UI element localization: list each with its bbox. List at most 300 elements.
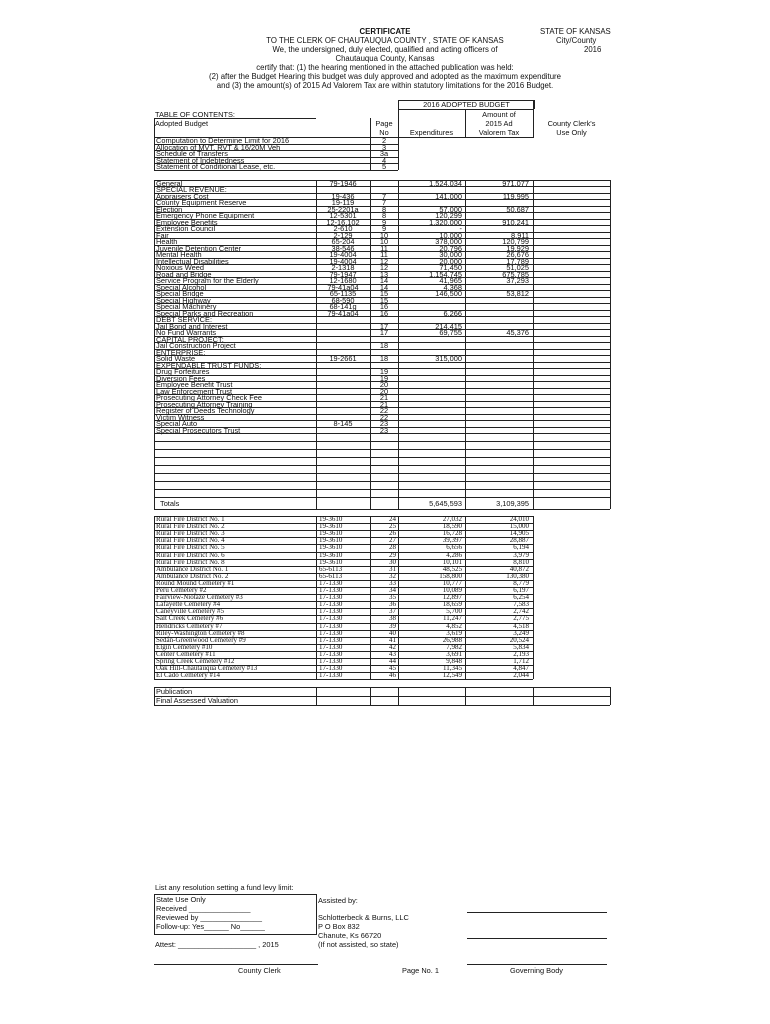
district-row-name: Rural Fire District No. 2	[156, 522, 225, 531]
signature-line-1[interactable]	[467, 912, 607, 913]
fund-row-page: 22	[379, 412, 389, 422]
district-row-page: 42	[389, 642, 396, 651]
district-row-page: 35	[389, 593, 396, 602]
column-divider	[533, 100, 534, 138]
county-clerk-signature-line[interactable]	[154, 964, 318, 965]
fund-row-tax: 45,376	[506, 328, 529, 337]
district-row-page: 38	[389, 614, 396, 623]
district-row-tax: 5,834	[513, 642, 529, 651]
district-row-statute: 17-1330	[319, 657, 343, 665]
fund-row-expenditures: 214,415	[435, 321, 462, 331]
district-row-name: Fairview-Niotaze Cemetery #3	[156, 593, 243, 602]
fund-row-page: 18	[379, 354, 389, 363]
column-divider	[398, 137, 399, 170]
fund-row-statute: 12-1680	[329, 276, 357, 285]
blank-row-line	[154, 457, 610, 458]
fund-row-tax: 26,676	[506, 250, 529, 259]
district-row-tax: 8,810	[513, 557, 529, 566]
fund-row-name: Service Program for the Elderly	[156, 276, 259, 285]
district-row-expenditures: 3,619	[446, 628, 462, 637]
firm-address-1: P O Box 832	[318, 922, 360, 931]
district-row-statute: 17-1330	[319, 586, 343, 594]
district-row-expenditures: 12,897	[442, 593, 462, 602]
fund-row-page: 14	[379, 282, 389, 292]
column-divider	[154, 687, 155, 705]
blank-row-line	[154, 497, 610, 498]
district-row-page: 30	[389, 557, 396, 566]
district-row-tax: 2,193	[513, 649, 529, 658]
blank-row-line	[154, 449, 610, 450]
district-row-page: 32	[389, 571, 396, 580]
fund-row-name: Special Prosecutors Trust	[156, 425, 241, 435]
district-row-statute: 19-3610	[319, 550, 343, 559]
fund-row-name: Prosecuting Attorney Training	[156, 399, 253, 409]
fund-row-page: 20	[379, 386, 389, 396]
fund-row-expenditures: 30,000	[439, 250, 462, 259]
blank-row-line	[154, 441, 610, 442]
district-row-tax: 1,712	[513, 657, 529, 665]
fund-row-name: Drug Forfeitures	[156, 367, 210, 376]
fund-row-tax: 19,929	[506, 243, 529, 253]
district-row-page: 39	[389, 621, 396, 630]
fund-row-statute: 19-4004	[329, 256, 357, 266]
district-row-page: 33	[389, 578, 396, 587]
assisted-by-label: Assisted by:	[318, 896, 358, 905]
district-row-expenditures: 10,101	[442, 557, 462, 566]
reviewed-field[interactable]: Reviewed by _______________	[156, 913, 263, 922]
district-row-statute: 17-1330	[319, 628, 343, 637]
fund-row-page: 17	[379, 321, 389, 331]
district-row-expenditures: 9,848	[446, 657, 462, 665]
district-row-statute: 17-1330	[319, 649, 343, 658]
followup-field[interactable]: Follow-up: Yes______ No______	[156, 922, 265, 931]
toc-row-page: 4	[381, 155, 387, 165]
fund-row-name: Jail Construction Project	[156, 341, 236, 350]
district-row-page: 44	[389, 657, 396, 665]
fund-row-page: 21	[379, 393, 389, 402]
district-row-tax: 3,249	[513, 628, 529, 637]
toc-row-page: 5	[381, 162, 387, 171]
blank-row-line	[154, 465, 610, 466]
fund-row-name: Special Alcohol	[156, 282, 207, 292]
toc-row-page: 3a	[379, 149, 389, 158]
district-row-expenditures: 16,728	[442, 529, 462, 538]
fund-row-name: Employee Benefits	[156, 217, 218, 227]
fund-row-name: No Fund Warrants	[156, 328, 217, 337]
district-row-expenditures: 27,032	[442, 515, 462, 523]
district-row-expenditures: 39,397	[442, 536, 462, 545]
fund-row-name: Mental Health	[156, 250, 202, 259]
attest-field[interactable]: Attest: ___________________ , 2015	[155, 940, 279, 949]
fund-row-page: 8	[381, 211, 387, 220]
district-row-statute: 17-1330	[319, 600, 343, 609]
fund-row-page: 16	[379, 302, 389, 311]
district-row-expenditures: 11,345	[443, 664, 462, 673]
adopted-budget-box-top	[154, 118, 316, 119]
column-divider	[533, 516, 534, 679]
fund-row-line	[154, 433, 610, 434]
district-row-page: 28	[389, 543, 396, 552]
fund-row-expenditures: 20,000	[439, 256, 462, 266]
column-divider	[370, 687, 371, 705]
fund-row-page: 7	[381, 198, 387, 207]
totals-label: Totals	[160, 499, 180, 508]
fund-row-page: 12	[379, 263, 389, 272]
fund-row-name: Prosecuting Attorney Check Fee	[156, 393, 262, 402]
fund-row-page: 9	[381, 217, 387, 227]
district-row-tax: 15,000	[509, 522, 529, 531]
fund-row-page: 20	[379, 380, 389, 389]
fund-row-expenditures: 71,450	[439, 263, 462, 272]
fund-row-name: County Equipment Reserve	[156, 198, 247, 207]
fund-row-expenditures: 120,299	[435, 211, 462, 220]
governing-body-label: Governing Body	[510, 966, 563, 975]
signature-line-2[interactable]	[467, 938, 607, 939]
fund-row-name: Employee Benefit Trust	[156, 380, 233, 389]
fund-row-statute: 79-41a04	[327, 308, 359, 318]
fund-row-statute: 65-204	[331, 237, 355, 246]
fund-row-page: 19	[379, 367, 389, 376]
resolution-label: List any resolution setting a fund levy limit:	[155, 883, 294, 892]
column-divider	[465, 687, 466, 705]
fund-row-page: 18	[379, 341, 389, 350]
column-divider	[465, 180, 466, 510]
district-row-statute: 19-3610	[319, 529, 343, 538]
district-row-name: Salt Creek Cemetery #6	[156, 614, 224, 623]
district-row-page: 36	[389, 600, 396, 609]
fund-row-name: Jail Bond and Interest	[156, 321, 228, 331]
page-number: Page No. 1	[402, 966, 439, 975]
district-row-statute: 17-1330	[319, 664, 343, 673]
toc-row-name: Statement of Conditional Lease, etc.	[156, 162, 276, 171]
district-row-statute: 19-3610	[319, 536, 343, 545]
header-line-4: certify that: (1) the hearing mentioned in the attached publication was held:	[256, 63, 514, 72]
fund-row-page: 11	[380, 243, 388, 253]
fund-row-page: 10	[379, 230, 389, 240]
blank-row-line	[154, 473, 610, 474]
county-clerk-label: County Clerk	[238, 966, 281, 975]
fund-row-name: ENTERPRISE:	[156, 347, 206, 357]
district-row-tax: 8,779	[513, 578, 529, 587]
district-row-tax: 2,775	[513, 614, 529, 623]
fund-row-expenditures: 10,000	[439, 230, 462, 240]
final-valuation-label: Final Assessed Valuation	[156, 696, 239, 706]
fund-row-statute: 79-1947	[329, 269, 357, 279]
amount-header-tax: Valorem Tax	[478, 128, 520, 137]
district-row-name: Rural Fire District No. 8	[156, 557, 225, 566]
fund-row-statute: 68-590	[331, 295, 355, 305]
firm-address-2: Chanute, Ks 66720	[318, 931, 382, 940]
header-line-6: and (3) the amount(s) of 2015 Ad Valorem Tax are within statutory limitations for the 2016 Budget.	[216, 81, 554, 90]
district-row-name: Round Mound Cemetery #1	[156, 578, 235, 587]
fund-row-name: EXPENDABLE TRUST FUNDS:	[156, 360, 262, 370]
district-row-name: Lafayette Cemetery #4	[156, 600, 221, 609]
district-row-expenditures: 12,549	[442, 671, 462, 680]
fund-row-statute: 25-2201a	[327, 204, 359, 214]
fund-row-tax: 51,025	[506, 263, 529, 272]
fund-row-name: Noxious Weed	[156, 263, 204, 272]
district-row-page: 40	[389, 628, 396, 637]
column-divider	[533, 180, 534, 510]
fund-row-expenditures: 315,000	[435, 354, 462, 363]
district-row-expenditures: 48,525	[442, 564, 462, 573]
fund-row-name: Special Bridge	[156, 289, 204, 298]
fund-row-page: 16	[379, 308, 389, 318]
district-row-name: Caneyville Cemetery #5	[156, 607, 225, 616]
fund-row-statute: 19-2661	[329, 354, 357, 363]
fund-row-tax: 910,241	[502, 217, 529, 227]
district-row-statute: 19-3610	[319, 522, 343, 531]
district-row-expenditures: 4,852	[446, 621, 462, 630]
fund-row-statute: 2-1318	[331, 263, 355, 272]
fund-row-name: Road and Bridge	[156, 269, 212, 279]
fund-row-expenditures: 6,266	[443, 308, 462, 318]
district-row-tax: 4,518	[513, 621, 529, 630]
fund-row-page: 23	[379, 419, 389, 428]
district-row-page: 46	[389, 671, 396, 680]
fund-row-name: Register of Deeds Technology	[156, 406, 255, 415]
fund-row-name: Diversion Fees	[156, 373, 206, 383]
fund-row-tax: 119,995	[502, 191, 529, 201]
district-row-tax: 2,044	[513, 671, 529, 680]
header-line-3: Chautauqua County, Kansas	[335, 54, 435, 63]
fund-row-statute: 12-16,102	[326, 217, 360, 227]
fund-row-statute: 2-129	[333, 230, 353, 240]
district-row-name: Ambulance District No. 2	[156, 571, 229, 580]
district-row-expenditures: 158,800	[439, 571, 462, 580]
fund-row-name: Extension Council	[156, 224, 216, 233]
district-row-page: 29	[389, 550, 396, 559]
district-row-statute: 17-1330	[319, 593, 343, 602]
column-divider	[316, 180, 317, 510]
district-row-statute: 65-6113	[319, 571, 343, 580]
district-row-expenditures: 6,656	[446, 543, 462, 552]
fund-row-name: Emergency Phone Equipment	[156, 211, 255, 220]
fund-row-statute: 12-5301	[329, 211, 357, 220]
fund-row-tax: 8,911	[511, 230, 529, 240]
toc-row-name: Computation to Determine Limit for 2016	[156, 136, 290, 145]
fund-row-statute: 79-1946	[329, 178, 357, 188]
fund-row-tax: 17,789	[506, 256, 529, 266]
district-row-name: Oak Hill-Chautauqua Cemetery #13	[156, 664, 258, 673]
budget-year: 2016	[584, 45, 602, 54]
district-row-page: 41	[389, 635, 396, 644]
district-row-statute: 17-1330	[319, 671, 343, 680]
header-line-2: We, the undersigned, duly elected, qualified and acting officers of	[272, 45, 498, 54]
fund-row-statute: 79-41a04	[327, 282, 359, 292]
clerk-header: County Clerk's	[547, 119, 596, 128]
fund-row-tax: 971,077	[502, 178, 529, 188]
district-row-line	[154, 679, 533, 680]
column-divider	[370, 180, 371, 510]
expenditures-header: Expenditures	[409, 128, 454, 137]
adopted-budget-header: 2016 ADOPTED BUDGET	[398, 100, 535, 109]
district-row-expenditures: 11,247	[443, 614, 462, 623]
district-row-tax: 28,887	[509, 536, 529, 545]
toc-row-line	[154, 170, 398, 171]
totals-line	[154, 509, 610, 510]
fund-row-page: 23	[379, 425, 389, 435]
final-valuation-line	[154, 705, 610, 706]
district-row-tax: 6,197	[513, 586, 529, 594]
district-row-expenditures: 10,777	[442, 578, 462, 587]
column-divider	[465, 516, 466, 679]
district-row-statute: 17-1330	[319, 607, 343, 616]
toc-row-name: Statement of Indebtedness	[156, 155, 245, 165]
district-row-tax: 40,872	[509, 564, 529, 573]
fund-row-name: Fair	[156, 230, 169, 240]
district-row-tax: 20,524	[509, 635, 529, 644]
district-row-expenditures: 3,691	[446, 649, 462, 658]
district-row-statute: 17-1330	[319, 578, 343, 587]
city-county-label: City/County	[556, 36, 597, 45]
amount-header-year: 2015 Ad	[485, 119, 513, 128]
district-row-tax: 24,010	[509, 515, 529, 523]
fund-row-expenditures: -	[459, 224, 462, 233]
fund-row-expenditures: 146,500	[435, 289, 462, 298]
district-row-name: Spring Creek Cemetery #12	[156, 657, 235, 665]
fund-row-page: 14	[379, 276, 389, 285]
district-row-tax: 6,194	[513, 543, 529, 552]
fund-row-page: 22	[379, 406, 389, 415]
district-row-expenditures: 26,988	[442, 635, 462, 644]
fund-row-name: Special Parks and Recreation	[156, 308, 254, 318]
fund-row-name: Special Machinery	[156, 302, 217, 311]
column-divider	[398, 180, 399, 510]
column-divider	[610, 180, 611, 510]
district-row-page: 43	[389, 649, 396, 658]
column-divider	[610, 687, 611, 705]
fund-row-name: Special Auto	[156, 419, 198, 428]
certificate-title: CERTIFICATE	[359, 27, 411, 36]
fund-row-statute: 65-1135	[329, 289, 357, 298]
adopted-budget-label: Adopted Budget	[155, 119, 209, 128]
fund-row-statute: 19-436	[331, 191, 355, 201]
fund-row-page: 15	[379, 295, 389, 305]
district-row-page: 37	[389, 607, 396, 616]
fund-row-name: Election	[156, 204, 183, 214]
fund-row-expenditures: 378,000	[435, 237, 462, 246]
column-divider	[398, 516, 399, 679]
district-row-name: Rural Fire District No. 6	[156, 550, 225, 559]
column-divider	[154, 180, 155, 510]
district-row-statute: 17-1330	[319, 642, 343, 651]
fund-row-expenditures: 141,000	[435, 191, 462, 201]
blank-row-line	[154, 489, 610, 490]
column-divider	[533, 687, 534, 705]
district-row-name: Peru Cemetery #2	[156, 586, 207, 594]
fund-row-expenditures: 20,796	[439, 243, 462, 253]
district-row-tax: 14,905	[509, 529, 529, 538]
column-divider	[154, 118, 155, 138]
district-row-tax: 2,742	[513, 607, 529, 616]
clerk-use-header: Use Only	[556, 128, 587, 137]
fund-row-statute: 68-141g	[329, 302, 357, 311]
fund-row-statute: 2-610	[333, 224, 353, 233]
fund-row-name: Intellectual Disabilities	[156, 256, 229, 266]
column-divider	[398, 687, 399, 705]
fund-row-statute: 8-145	[333, 419, 353, 428]
fund-row-name: Health	[156, 237, 178, 246]
district-row-tax: 7,583	[513, 600, 529, 609]
fund-row-name: Juvenile Detention Center	[156, 243, 242, 253]
fund-row-tax: 120,799	[502, 237, 529, 246]
district-row-tax: 3,979	[513, 550, 529, 559]
totals-tax: 3,109,395	[496, 499, 529, 508]
not-assisted-note: (If not assisted, so state)	[318, 940, 399, 949]
fund-row-name: CAPITAL PROJECT:	[156, 334, 224, 344]
fund-row-page: 17	[379, 328, 389, 337]
blank-row-line	[154, 481, 610, 482]
column-divider	[154, 516, 155, 679]
fund-row-expenditures: 1,320,000	[429, 217, 462, 227]
district-row-name: Hendricks Cemetery #7	[156, 621, 223, 630]
district-row-name: Rural Fire District No. 3	[156, 529, 225, 538]
toc-label: TABLE OF CONTENTS:	[155, 110, 235, 119]
received-field[interactable]: Received _______________	[156, 904, 251, 913]
district-row-name: Rural Fire District No. 1	[156, 515, 225, 523]
fund-row-page: 9	[381, 224, 387, 233]
fund-row-page: 11	[380, 250, 388, 259]
state-label: STATE OF KANSAS	[540, 27, 611, 36]
fund-row-statute: 19-4004	[329, 250, 357, 259]
column-divider	[398, 109, 399, 138]
fund-row-expenditures: 4,368	[443, 282, 462, 292]
fund-row-name: Law Enforcement Trust	[156, 386, 232, 396]
page-header: Page	[375, 119, 393, 128]
district-row-page: 31	[389, 564, 396, 573]
column-divider	[370, 118, 371, 138]
column-divider	[316, 516, 317, 679]
toc-row-name: Schedule of Transfers	[156, 149, 228, 158]
header-line-1: TO THE CLERK OF CHAUTAUQUA COUNTY , STATE OF KANSAS	[266, 36, 504, 45]
district-row-statute: 65-6113	[319, 564, 343, 573]
district-row-name: Rural Fire District No. 5	[156, 543, 225, 552]
district-row-page: 26	[389, 529, 396, 538]
fund-row-page: 13	[379, 269, 389, 279]
district-row-tax: 6,254	[513, 593, 529, 602]
toc-row-name: Allocation of MVT, RVT & 16/20M Veh	[156, 142, 281, 152]
fund-row-name: SPECIAL REVENUE:	[156, 185, 227, 194]
fund-row-tax: 675,785	[502, 269, 529, 279]
district-row-statute: 17-1330	[319, 614, 343, 623]
signature-line-3[interactable]	[467, 964, 607, 965]
district-row-page: 34	[389, 586, 396, 594]
fund-row-expenditures: 1,524,034	[429, 178, 462, 188]
district-row-page: 25	[389, 522, 396, 531]
fund-row-page: 21	[379, 399, 389, 409]
fund-row-expenditures: 41,965	[439, 276, 462, 285]
amount-header: Amount of	[482, 110, 516, 119]
column-divider	[465, 109, 466, 138]
district-row-expenditures: 5,700	[446, 607, 462, 616]
district-row-name: Sedan-Greenwood Cemetery #9	[156, 635, 246, 644]
fund-row-page: 19	[379, 373, 389, 383]
district-row-page: 24	[389, 515, 396, 523]
column-divider	[370, 137, 371, 170]
fund-row-statute: 38-546	[331, 243, 355, 253]
firm-name: Schlotterbeck & Burns, LLC	[318, 913, 409, 922]
fund-row-name: General	[156, 178, 183, 188]
district-row-name: Riley-Washington Cemetery #8	[156, 628, 245, 637]
fund-row-page: 12	[379, 256, 389, 266]
column-divider	[370, 516, 371, 679]
column-divider	[316, 687, 317, 705]
fund-row-page: 8	[381, 204, 387, 214]
fund-row-name: DEBT SERVICE:	[156, 315, 212, 324]
publication-label: Publication	[156, 687, 193, 697]
district-row-tax: 4,847	[513, 664, 529, 673]
